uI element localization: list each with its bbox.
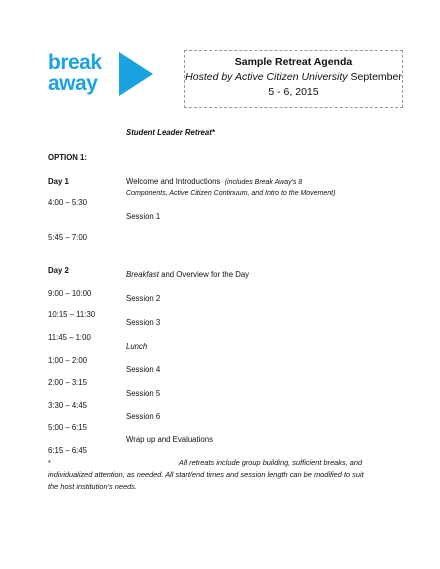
agenda-activity: Session 3 <box>126 318 161 327</box>
breakfast-rest: and Overview for the Day <box>158 270 250 279</box>
agenda-time: 3:30 – 4:45 <box>48 401 88 410</box>
agenda-activity: Session 6 <box>126 412 161 421</box>
agenda-time: 2:00 – 3:15 <box>48 378 88 387</box>
footnote-line1: All retreats include group building, sufficient breaks, and <box>178 458 363 467</box>
agenda-activity: Lunch <box>126 342 148 351</box>
event-dates: September 5 - 6, 2015 <box>268 71 402 98</box>
agenda-activity: Wrap up and Evaluations <box>126 435 213 444</box>
breakfast-italic: Breakfast <box>126 270 159 279</box>
logo-line2: away <box>48 72 98 95</box>
agenda-time: 6:15 – 6:45 <box>48 446 88 455</box>
logo-line1: break <box>48 51 102 74</box>
agenda-time: 9:00 – 10:00 <box>48 289 92 298</box>
footnote-line3: the host institution's needs. <box>48 482 137 491</box>
agenda-time: 1:00 – 2:00 <box>48 356 88 365</box>
agenda-time: 10:15 – 11:30 <box>48 310 96 319</box>
footnote-mark: * <box>48 458 51 467</box>
hosted-line <box>185 70 402 100</box>
agenda-time: 5:45 – 7:00 <box>48 233 88 242</box>
agenda-time: 4:00 – 5:30 <box>48 198 88 207</box>
agenda-time: 11:45 – 1:00 <box>48 333 91 342</box>
footnote <box>48 457 378 493</box>
hosted-by: Hosted by Active Citizen University <box>185 71 348 83</box>
day2-label: Day 2 <box>48 266 69 275</box>
day1-label: Day 1 <box>48 177 69 186</box>
agenda-time: 5:00 – 6:15 <box>48 423 88 432</box>
option-heading: OPTION 1: <box>48 153 87 162</box>
welcome-note-2: Components, Active Citizen Continuum, and Intro to the Movement) <box>126 190 336 197</box>
day2-breakfast <box>126 270 249 279</box>
agenda-activity: Session 2 <box>126 294 161 303</box>
welcome-note: (includes Break Away's 8 <box>224 179 303 186</box>
title-box <box>184 50 403 108</box>
agenda-activity: Session 4 <box>126 365 161 374</box>
footnote-line2: individualized attention, as needed. All start/end times and session length can be modified to suit <box>48 470 364 479</box>
agenda-activity: Session 1 <box>126 212 161 221</box>
welcome-text: Welcome and Introductions <box>126 177 221 186</box>
logo-arrow-icon <box>119 52 153 96</box>
page-title: Sample Retreat Agenda <box>234 56 353 68</box>
logo-text <box>48 52 102 94</box>
retreat-subtitle: Student Leader Retreat* <box>126 128 215 137</box>
agenda-activity: Session 5 <box>126 389 161 398</box>
day1-welcome <box>126 177 302 186</box>
